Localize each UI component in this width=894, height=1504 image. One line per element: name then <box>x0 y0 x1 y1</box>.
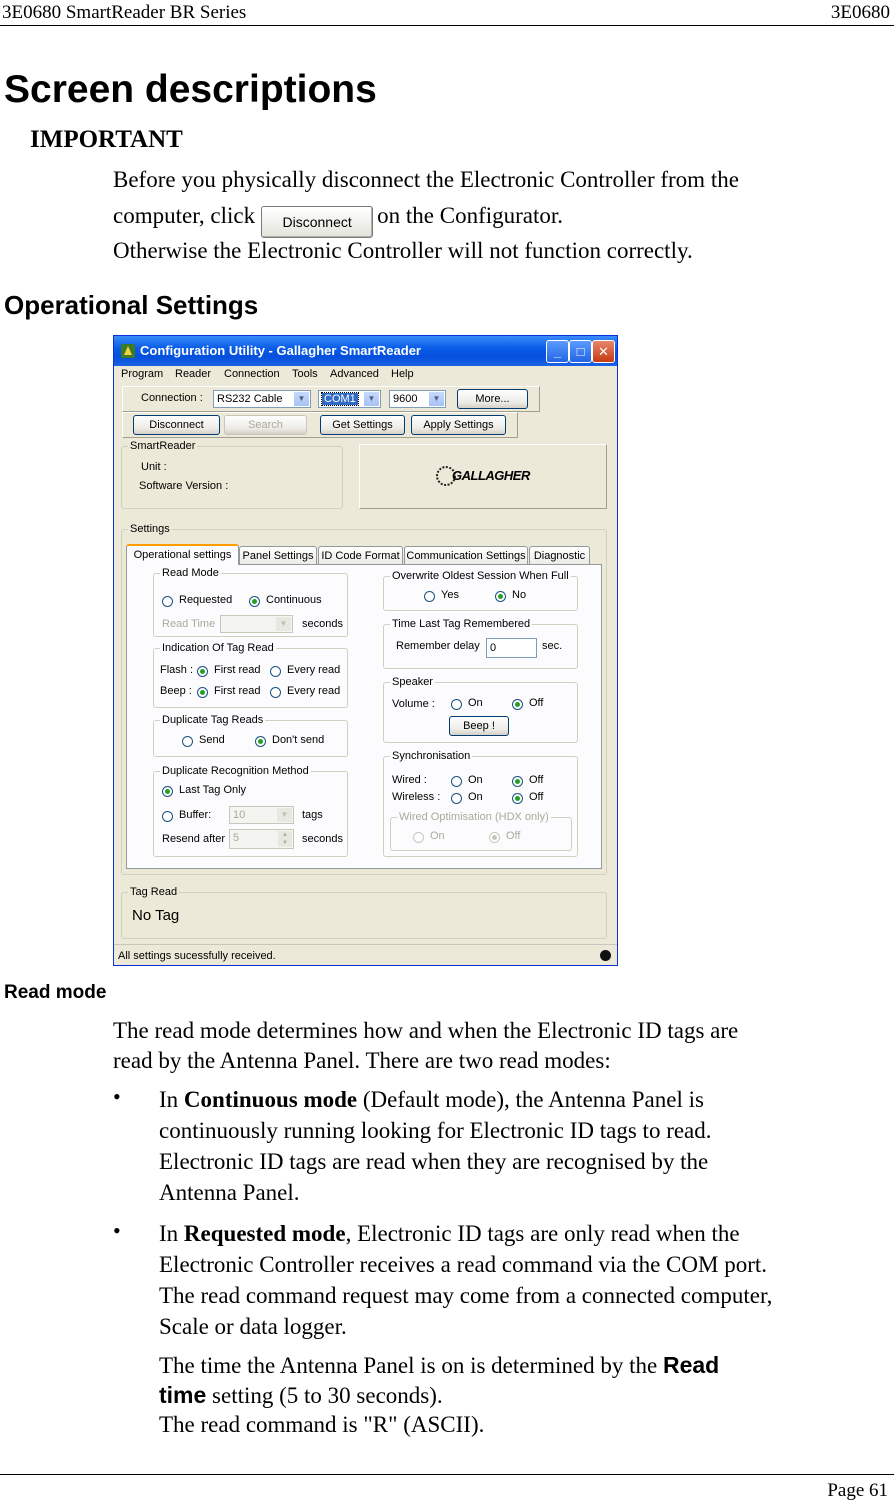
wireless-off-label: Off <box>529 791 544 803</box>
window-title: Configuration Utility - Gallagher SmartReader <box>140 343 421 358</box>
close-button[interactable]: ✕ <box>592 340 615 363</box>
resend-stepper[interactable] <box>229 829 294 849</box>
connection-label: Connection : <box>141 392 203 404</box>
smartreader-group <box>121 440 343 509</box>
indication-group <box>153 642 348 708</box>
important-line2-before: computer, click <box>113 203 256 228</box>
volume-on-label: On <box>468 697 483 709</box>
volume-off-label: Off <box>529 697 544 709</box>
bullet-2-line1 <box>159 1217 740 1251</box>
overwrite-no-label: No <box>512 589 527 601</box>
logo-panel <box>359 444 607 509</box>
wired-opt-on-radio[interactable] <box>413 832 424 843</box>
disconnect-inline-button: Disconnect <box>261 206 373 238</box>
dont-send-radio[interactable] <box>255 736 266 747</box>
volume-label: Volume : <box>392 698 435 710</box>
wired-optimisation-legend: Wired Optimisation (HDX only) <box>399 811 549 823</box>
port-select[interactable] <box>318 390 381 408</box>
remember-delay-label: Remember delay <box>396 640 480 652</box>
duplicate-reads-group <box>153 714 348 757</box>
sync-group <box>383 750 578 857</box>
beep-button[interactable]: Beep ! <box>449 716 509 736</box>
send-label: Send <box>199 734 225 746</box>
config-utility-window <box>113 335 618 966</box>
wireless-off-radio[interactable] <box>512 793 523 804</box>
footer-rule <box>0 1474 894 1475</box>
status-text: All settings sucessfully received. <box>118 950 276 962</box>
chevron-down-icon: ▼ <box>429 392 444 406</box>
title-bar <box>114 336 617 366</box>
wired-label: Wired : <box>392 774 427 786</box>
sync-legend: Synchronisation <box>392 750 471 762</box>
overwrite-group <box>383 570 578 611</box>
wired-on-label: On <box>468 774 483 786</box>
menu-bar <box>114 366 617 384</box>
bullet-1-marker: • <box>113 1084 121 1109</box>
buffer-label: Buffer: <box>179 809 212 821</box>
menu-connection[interactable]: Connection <box>224 368 280 380</box>
important-line1: Before you physically disconnect the Electronic Controller from the <box>113 167 739 192</box>
section-heading: Operational Settings <box>4 290 259 320</box>
port-value: COM1 <box>324 393 356 405</box>
wireless-on-label: On <box>468 791 483 803</box>
connection-toolbar <box>122 386 540 412</box>
indication-legend: Indication Of Tag Read <box>162 642 274 654</box>
requested-radio[interactable] <box>162 596 173 607</box>
search-button[interactable]: Search <box>224 415 307 435</box>
flash-every-read-radio[interactable] <box>270 666 281 677</box>
resend-value: 5 <box>233 832 240 844</box>
read-mode-heading: Read mode <box>4 982 107 1003</box>
menu-advanced[interactable]: Advanced <box>330 368 379 380</box>
read-time-para-after: setting (5 to 30 seconds). <box>212 1383 443 1408</box>
last-tag-only-radio[interactable] <box>162 786 173 797</box>
wired-on-radio[interactable] <box>451 776 462 787</box>
duplicate-method-legend: Duplicate Recognition Method <box>162 765 309 777</box>
menu-program[interactable]: Program <box>121 368 164 380</box>
read-time-bold-2: time <box>159 1382 207 1408</box>
beep-every-read-radio[interactable] <box>270 687 281 698</box>
bullet-2-line3: The read command request may come from a connected computer, <box>159 1283 773 1308</box>
chevron-down-icon: ▼ <box>276 617 291 631</box>
time-last-group <box>383 618 578 669</box>
overwrite-yes-radio[interactable] <box>424 591 435 602</box>
continuous-label: Continuous <box>266 594 322 606</box>
overwrite-legend: Overwrite Oldest Session When Full <box>392 570 569 582</box>
disconnect-button[interactable]: Disconnect <box>133 415 220 435</box>
bullet-1-rest: (Default mode), the Antenna Panel is <box>362 1087 704 1112</box>
more-button[interactable]: More... <box>457 389 528 409</box>
beep-first-read-label: First read <box>214 685 261 697</box>
beep-first-read-radio[interactable] <box>197 687 208 698</box>
dont-send-label: Don't send <box>272 734 325 746</box>
duplicate-method-group <box>153 765 348 857</box>
settings-tabs <box>126 546 606 566</box>
tab-diagnostic[interactable]: Diagnostic <box>529 546 590 564</box>
baud-select[interactable] <box>389 390 446 408</box>
tag-read-legend: Tag Read <box>130 886 178 898</box>
flash-first-read-radio[interactable] <box>197 666 208 677</box>
important-line2 <box>113 199 563 238</box>
settings-legend: Settings <box>130 523 170 535</box>
tab-id-code-format[interactable]: ID Code Format <box>318 546 403 564</box>
menu-reader[interactable]: Reader <box>175 368 212 380</box>
chevron-down-icon: ▼ <box>294 392 309 406</box>
connection-select[interactable] <box>213 390 311 408</box>
last-tag-only-label: Last Tag Only <box>179 784 247 796</box>
apply-settings-button[interactable]: Apply Settings <box>411 415 506 435</box>
overwrite-yes-label: Yes <box>441 589 459 601</box>
flash-every-read-label: Every read <box>287 664 341 676</box>
buffer-select[interactable] <box>229 806 294 824</box>
resend-after-label: Resend after <box>162 833 225 845</box>
spinner-icon: ▲ ▼ <box>278 831 292 847</box>
minimize-button[interactable]: _ <box>546 340 569 363</box>
resend-seconds-label: seconds <box>302 833 343 845</box>
wired-off-label: Off <box>529 774 544 786</box>
header-right: 3E0680 <box>830 2 890 23</box>
tag-read-group <box>121 886 607 939</box>
software-version-label: Software Version : <box>139 480 229 492</box>
speaker-legend: Speaker <box>392 676 433 688</box>
smartreader-legend: SmartReader <box>130 440 196 452</box>
important-heading: IMPORTANT <box>30 126 183 153</box>
logo-text: GALLAGHER <box>452 468 530 483</box>
unit-label: Unit : <box>141 461 167 473</box>
status-indicator-icon <box>600 950 611 961</box>
read-time-label: Read Time <box>162 618 216 630</box>
status-bar <box>114 944 617 966</box>
buffer-radio[interactable] <box>162 811 173 822</box>
time-last-legend: Time Last Tag Remembered <box>392 618 531 630</box>
wired-opt-on-label: On <box>430 830 445 842</box>
bullet-2-prefix: In <box>159 1221 179 1246</box>
wired-opt-off-radio[interactable] <box>489 832 500 843</box>
maximize-button[interactable]: □ <box>569 340 592 363</box>
read-time-select[interactable] <box>220 615 293 633</box>
read-mode-intro-line1: The read mode determines how and when the Electronic ID tags are <box>113 1018 739 1043</box>
tab-communication-settings[interactable]: Communication Settings <box>404 546 528 564</box>
tab-panel-settings[interactable]: Panel Settings <box>239 546 317 564</box>
send-radio[interactable] <box>182 736 193 747</box>
bullet-1-bold: Continuous mode <box>183 1087 358 1112</box>
tag-read-value: No Tag <box>132 907 180 924</box>
volume-off-radio[interactable] <box>512 699 523 710</box>
chevron-down-icon: ▼ <box>277 808 292 822</box>
menu-help[interactable]: Help <box>391 368 414 380</box>
page-title: Screen descriptions <box>4 68 377 111</box>
buffer-tags-label: tags <box>302 809 323 821</box>
header-rule <box>0 25 894 26</box>
bullet-1-line3: Electronic ID tags are read when they are recognised by the <box>159 1149 709 1174</box>
connection-value: RS232 Cable <box>217 393 283 405</box>
continuous-radio[interactable] <box>249 596 260 607</box>
speaker-group <box>383 676 578 743</box>
read-mode-group <box>153 567 348 637</box>
read-time-bold-1: Read <box>662 1352 720 1378</box>
read-mode-intro-line2: read by the Antenna Panel. There are two read modes: <box>113 1048 611 1073</box>
bullet-2-rest: , Electronic ID tags are only read when the <box>345 1221 740 1246</box>
flash-label: Flash : <box>160 664 194 676</box>
read-time-para-line3: The read command is "R" (ASCII). <box>159 1412 485 1437</box>
bullet-1-line1 <box>159 1083 704 1117</box>
overwrite-no-radio[interactable] <box>495 591 506 602</box>
bullet-1-prefix: In <box>159 1087 179 1112</box>
remember-delay-sec: sec. <box>542 640 563 652</box>
remember-delay-input[interactable]: 0 <box>486 638 537 658</box>
menu-tools[interactable]: Tools <box>292 368 318 380</box>
wireless-on-radio[interactable] <box>451 793 462 804</box>
wired-off-radio[interactable] <box>512 776 523 787</box>
flash-first-read-label: First read <box>214 664 261 676</box>
buffer-value: 10 <box>233 809 246 821</box>
chevron-down-icon: ▼ <box>364 392 379 406</box>
wired-opt-off-label: Off <box>506 830 521 842</box>
important-line3: Otherwise the Electronic Controller will not function correctly. <box>113 238 693 263</box>
operational-settings-panel <box>126 564 602 869</box>
bullet-2-bold: Requested mode <box>183 1221 346 1246</box>
beep-every-read-label: Every read <box>287 685 341 697</box>
requested-label: Requested <box>179 594 233 606</box>
read-time-para-before: The time the Antenna Panel is on is determined by the <box>159 1353 658 1378</box>
bullet-2-marker: • <box>113 1218 121 1243</box>
app-icon <box>120 343 136 359</box>
wired-optimisation-group <box>390 811 572 851</box>
get-settings-button[interactable]: Get Settings <box>320 415 405 435</box>
baud-value: 9600 <box>393 393 418 405</box>
bullet-1-line4: Antenna Panel. <box>159 1180 300 1205</box>
page-number: Page 61 <box>827 1480 888 1501</box>
bullet-2-line4: Scale or data logger. <box>159 1314 347 1339</box>
header-left: 3E0680 SmartReader BR Series <box>2 2 247 23</box>
read-mode-legend: Read Mode <box>162 567 219 579</box>
read-time-seconds: seconds <box>302 618 343 630</box>
important-line2-after: on the Configurator. <box>377 203 564 228</box>
bullet-2-line2: Electronic Controller receives a read command via the COM port. <box>159 1252 768 1277</box>
action-toolbar <box>122 412 518 438</box>
wireless-label: Wireless : <box>392 791 441 803</box>
duplicate-reads-legend: Duplicate Tag Reads <box>162 714 264 726</box>
beep-label: Beep : <box>160 685 192 697</box>
volume-on-radio[interactable] <box>451 699 462 710</box>
tab-operational-settings[interactable]: Operational settings <box>126 544 239 565</box>
bullet-1-line2: continuously running looking for Electronic ID tags to read. <box>159 1118 712 1143</box>
